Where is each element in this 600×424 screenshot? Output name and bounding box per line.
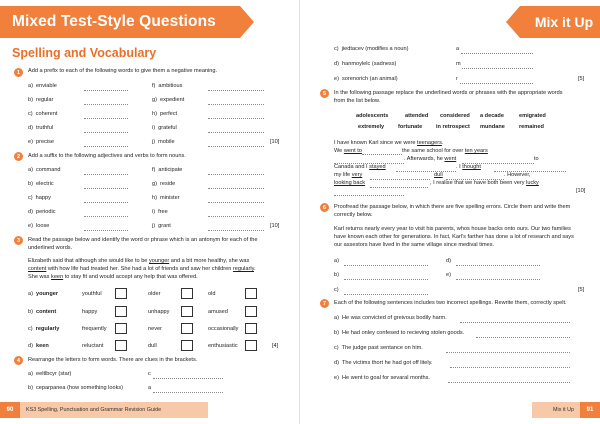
q2-item-h: h) minister: [152, 195, 180, 201]
mix-it-up-tab: [520, 6, 600, 38]
q7-answer-d[interactable]: [450, 367, 570, 368]
q2-item-a: a) command: [28, 167, 61, 173]
q6-passage-line1: Karl returns nearly every year to visit his parents, whos house backs onto ours. Our two families: [334, 226, 571, 232]
q2-answer-h[interactable]: [208, 202, 264, 203]
q1-answer-i[interactable]: [208, 132, 264, 133]
q1-answer-f[interactable]: [208, 90, 264, 91]
q7-answer-c[interactable]: [446, 352, 570, 353]
q5-passage-line4: Canada and I stayed: [334, 164, 386, 170]
q6-answer-c[interactable]: [344, 294, 428, 295]
q1-answer-g[interactable]: [208, 104, 264, 105]
q3-row-d-opt3: enthusiastic: [208, 343, 238, 349]
q6-label-d: d): [446, 258, 451, 264]
q4-item-a: a) eeltlbcyr (star): [28, 371, 72, 377]
q2-item-i: i) free: [152, 209, 168, 215]
q6-passage-line3: our assestors have lived in the same village since medival times.: [334, 242, 495, 248]
q6-label-e: e): [446, 272, 451, 278]
q4-item-b: b) ceparpanea (how something looks): [28, 385, 124, 391]
q7-answer-b[interactable]: [476, 337, 570, 338]
q6-label-a: a): [334, 258, 339, 264]
q2-answer-e[interactable]: [84, 230, 128, 231]
q4-answer-d[interactable]: [462, 68, 533, 69]
q2-item-g: g) reside: [152, 181, 176, 187]
q2-answer-c[interactable]: [84, 202, 128, 203]
q5-passage-line6: looking back: [334, 180, 366, 186]
q3-row-b-opt1: happy: [82, 309, 98, 315]
q5-passage-line5c: . However,: [504, 172, 531, 178]
q1-item-b: b) regular: [28, 97, 54, 103]
q6-marks: [5]: [578, 287, 585, 293]
q4-start-a: c: [148, 371, 151, 377]
q5-answer-6[interactable]: [370, 179, 430, 180]
q5-answer-9[interactable]: [334, 195, 404, 196]
q1-item-g: g) expedient: [152, 97, 185, 103]
question-number-5: 5: [320, 89, 329, 98]
q5-passage-line2: We went to: [334, 148, 362, 154]
q3-row-d-opt1: reluctant: [82, 343, 104, 349]
q3-stem-line1: Read the passage below and identify the word or phrase which is an antonym for each of the: [28, 237, 258, 243]
q6-answer-d[interactable]: [456, 265, 540, 266]
q5-passage-line2b: the same school for over ten years: [402, 148, 488, 154]
q3-row-b-box1[interactable]: [115, 306, 127, 317]
word-bank-item: emigrated: [519, 113, 546, 119]
q2-item-j: j) grant: [152, 223, 171, 229]
q3-marks: [4]: [272, 343, 279, 349]
q3-row-c-box2[interactable]: [181, 323, 193, 334]
q7-stem: Each of the following sentences includes two incorrect spellings. Rewrite them, correctly spelt.: [334, 300, 567, 306]
word-bank-item: adolescents: [356, 113, 389, 119]
question-number-1: 1: [14, 68, 23, 77]
q4-answer-a[interactable]: [153, 378, 223, 379]
q3-row-d-box1[interactable]: [115, 340, 127, 351]
q3-row-c-box1[interactable]: [115, 323, 127, 334]
q3-row-a-opt3: old: [208, 291, 216, 297]
q2-answer-b[interactable]: [84, 188, 128, 189]
q5-stem-line2: from the list below.: [334, 98, 381, 104]
q6-label-b: b): [334, 272, 339, 278]
q5-answer-1[interactable]: [362, 154, 402, 155]
q3-row-b-box2[interactable]: [181, 306, 193, 317]
q2-answer-j[interactable]: [208, 230, 264, 231]
word-bank-item: a decade: [480, 113, 504, 119]
q4-marks: [5]: [578, 76, 585, 82]
q3-row-a-opt1: youthful: [82, 291, 102, 297]
q7-item-d: d) The victims thort he had got off litely.: [334, 360, 433, 366]
page-title-banner: [0, 6, 240, 38]
question-number-3: 3: [14, 236, 23, 245]
q1-item-i: i) grateful: [152, 125, 177, 131]
q6-label-c: c): [334, 287, 339, 293]
q3-row-a-box3[interactable]: [245, 288, 257, 299]
q3-row-c-label: c) regularly: [28, 326, 60, 332]
q7-item-e: e) He went to goal for sevaral months.: [334, 375, 430, 381]
q1-item-a: a) enviable: [28, 83, 57, 89]
q1-answer-c[interactable]: [84, 118, 128, 119]
q3-row-b-opt2: unhappy: [148, 309, 170, 315]
word-bank-item: mundane: [480, 124, 505, 130]
q2-answer-a[interactable]: [84, 174, 128, 175]
mix-it-up-label: Mix it Up: [534, 14, 594, 30]
page-number-left: 90: [0, 402, 20, 418]
q1-answer-d[interactable]: [84, 132, 128, 133]
q4-start-c: a: [456, 46, 460, 52]
q4-answer-c[interactable]: [461, 53, 533, 54]
q3-row-a-label: a) younger: [28, 291, 59, 297]
q3-row-a-box1[interactable]: [115, 288, 127, 299]
footer-book-title: KS3 Spelling, Punctuation and Grammar Revision Guide: [26, 407, 162, 413]
q3-row-b-box3[interactable]: [245, 306, 257, 317]
q1-answer-a[interactable]: [84, 90, 128, 91]
q2-answer-i[interactable]: [208, 216, 264, 217]
q5-stem-line1: In the following passage replace the underlined words or phrases with the appropriate words: [334, 90, 563, 96]
q1-item-e: e) precise: [28, 139, 55, 145]
q2-item-c: c) happy: [28, 195, 51, 201]
q3-row-a-opt2: older: [148, 291, 161, 297]
footer-right: [532, 402, 600, 418]
q7-item-c: c) The judge past sentance on him.: [334, 345, 423, 351]
q7-item-a: a) He was convicted of greivous bodily harm.: [334, 315, 447, 321]
q2-answer-g[interactable]: [208, 188, 264, 189]
q1-answer-j[interactable]: [208, 146, 264, 147]
q5-passage-line6b: , I realise that we have both been very lucky: [430, 180, 539, 186]
q6-answer-b[interactable]: [344, 279, 428, 280]
q4-item-c: c) jiedtacev (modifies a noun): [334, 46, 409, 52]
q3-passage-line3: She was keen to stay fit and would accept any help that was offered.: [28, 274, 198, 280]
q3-stem-line2: underlined words.: [28, 245, 73, 251]
q5-answer-4[interactable]: [396, 171, 456, 172]
q3-row-c-box3[interactable]: [245, 323, 257, 334]
word-bank-item: considered: [440, 113, 470, 119]
q5-passage-line5b: dull: [434, 172, 443, 178]
word-bank-item: fortunate: [398, 124, 423, 130]
question-number-2: 2: [14, 152, 23, 161]
q6-stem-line2: correctly below.: [334, 212, 373, 218]
q5-passage-line5: my life very: [334, 172, 363, 178]
q3-row-d-label: d) keen: [28, 343, 49, 349]
q5-passage-line1: I have known Karl since we were teenagers.: [334, 140, 444, 146]
page-number-right: 91: [580, 402, 600, 418]
word-bank-item: remained: [519, 124, 544, 130]
q2-marks: [10]: [270, 223, 280, 229]
q4-answer-e[interactable]: [460, 83, 533, 84]
q3-row-c-opt2: never: [148, 326, 162, 332]
word-bank-item: in retrospect: [436, 124, 470, 130]
q3-passage-line2: content with how life had treated her. She had a lot of friends and saw her children regularly.: [28, 266, 256, 272]
q2-answer-f[interactable]: [208, 174, 264, 175]
q3-row-c-opt3: occasionally: [208, 326, 239, 332]
q3-row-b-opt3: amused: [208, 309, 228, 315]
q3-passage-line1: Elizabeth said that although she would like to be younger and a bit more healthy, she was: [28, 258, 250, 264]
footer-section-name: Mix it Up: [553, 407, 574, 413]
q5-marks: [10]: [576, 188, 586, 194]
q1-answer-h[interactable]: [208, 118, 264, 119]
q6-stem-line1: Proofread the passage below, in which there are five spelling errors. Circle them and write them: [334, 204, 571, 210]
q7-answer-a[interactable]: [460, 322, 570, 323]
q3-row-d-opt2: dull: [148, 343, 157, 349]
q2-item-f: f) anticipate: [152, 167, 183, 173]
q3-row-d-box3[interactable]: [245, 340, 257, 351]
q4-stem: Rearrange the letters to form words. There are clues in the brackets.: [28, 357, 198, 363]
q1-answer-b[interactable]: [84, 104, 128, 105]
q5-passage-line3-end: to: [534, 156, 539, 162]
q3-row-d-box2[interactable]: [181, 340, 193, 351]
q1-item-d: d) truthful: [28, 125, 54, 131]
q1-marks: [10]: [270, 139, 280, 145]
q4-start-b: a: [148, 385, 152, 391]
q2-stem: Add a suffix to the following adjectives and verbs to form nouns.: [28, 153, 186, 159]
word-bank-item: extremely: [358, 124, 385, 130]
q5-passage-line4b: . I thought: [456, 164, 481, 170]
q4-item-e: e) sorenorich (an animal): [334, 76, 398, 82]
question-number-4: 4: [14, 356, 23, 365]
q2-item-e: e) loose: [28, 223, 50, 229]
q5-answer-8[interactable]: [370, 187, 428, 188]
q6-answer-a[interactable]: [344, 265, 428, 266]
word-bank-item: attended: [405, 113, 429, 119]
footer-left: [0, 402, 208, 418]
q7-answer-e[interactable]: [448, 382, 570, 383]
q4-answer-b[interactable]: [153, 392, 223, 393]
q1-answer-e[interactable]: [84, 146, 128, 147]
q7-item-b: b) He had onley confesed to recieving stolen goods.: [334, 330, 465, 336]
right-page: [300, 0, 600, 424]
q1-item-c: c) coherent: [28, 111, 58, 117]
q2-item-d: d) periodic: [28, 209, 56, 215]
q2-answer-d[interactable]: [84, 216, 128, 217]
q1-item-h: h) perfect: [152, 111, 178, 117]
question-number-7: 7: [320, 299, 329, 308]
q4-item-d: d) hanmoylelc (sadness): [334, 61, 397, 67]
q3-row-b-label: b) content: [28, 309, 57, 315]
q2-item-b: b) electric: [28, 181, 54, 187]
q3-row-a-box2[interactable]: [181, 288, 193, 299]
q4-start-d: m: [456, 61, 461, 67]
q1-item-j: j) mobile: [152, 139, 175, 145]
q1-item-f: f) ambitious: [152, 83, 183, 89]
q6-answer-e[interactable]: [456, 279, 540, 280]
section-title: Spelling and Vocabulary: [12, 46, 157, 60]
q6-passage-line2: have known each other for generations. In fact, Karl's farther has done a lot of research and says: [334, 234, 574, 240]
q4-start-e: r: [456, 76, 458, 82]
q1-stem: Add a prefix to each of the following words to give them a negative meaning.: [28, 68, 218, 74]
page-title: Mixed Test-Style Questions: [12, 13, 216, 30]
q3-row-c-opt1: frequently: [82, 326, 107, 332]
question-number-6: 6: [320, 203, 329, 212]
q5-passage-line3: . Afterwards, he went: [404, 156, 457, 162]
